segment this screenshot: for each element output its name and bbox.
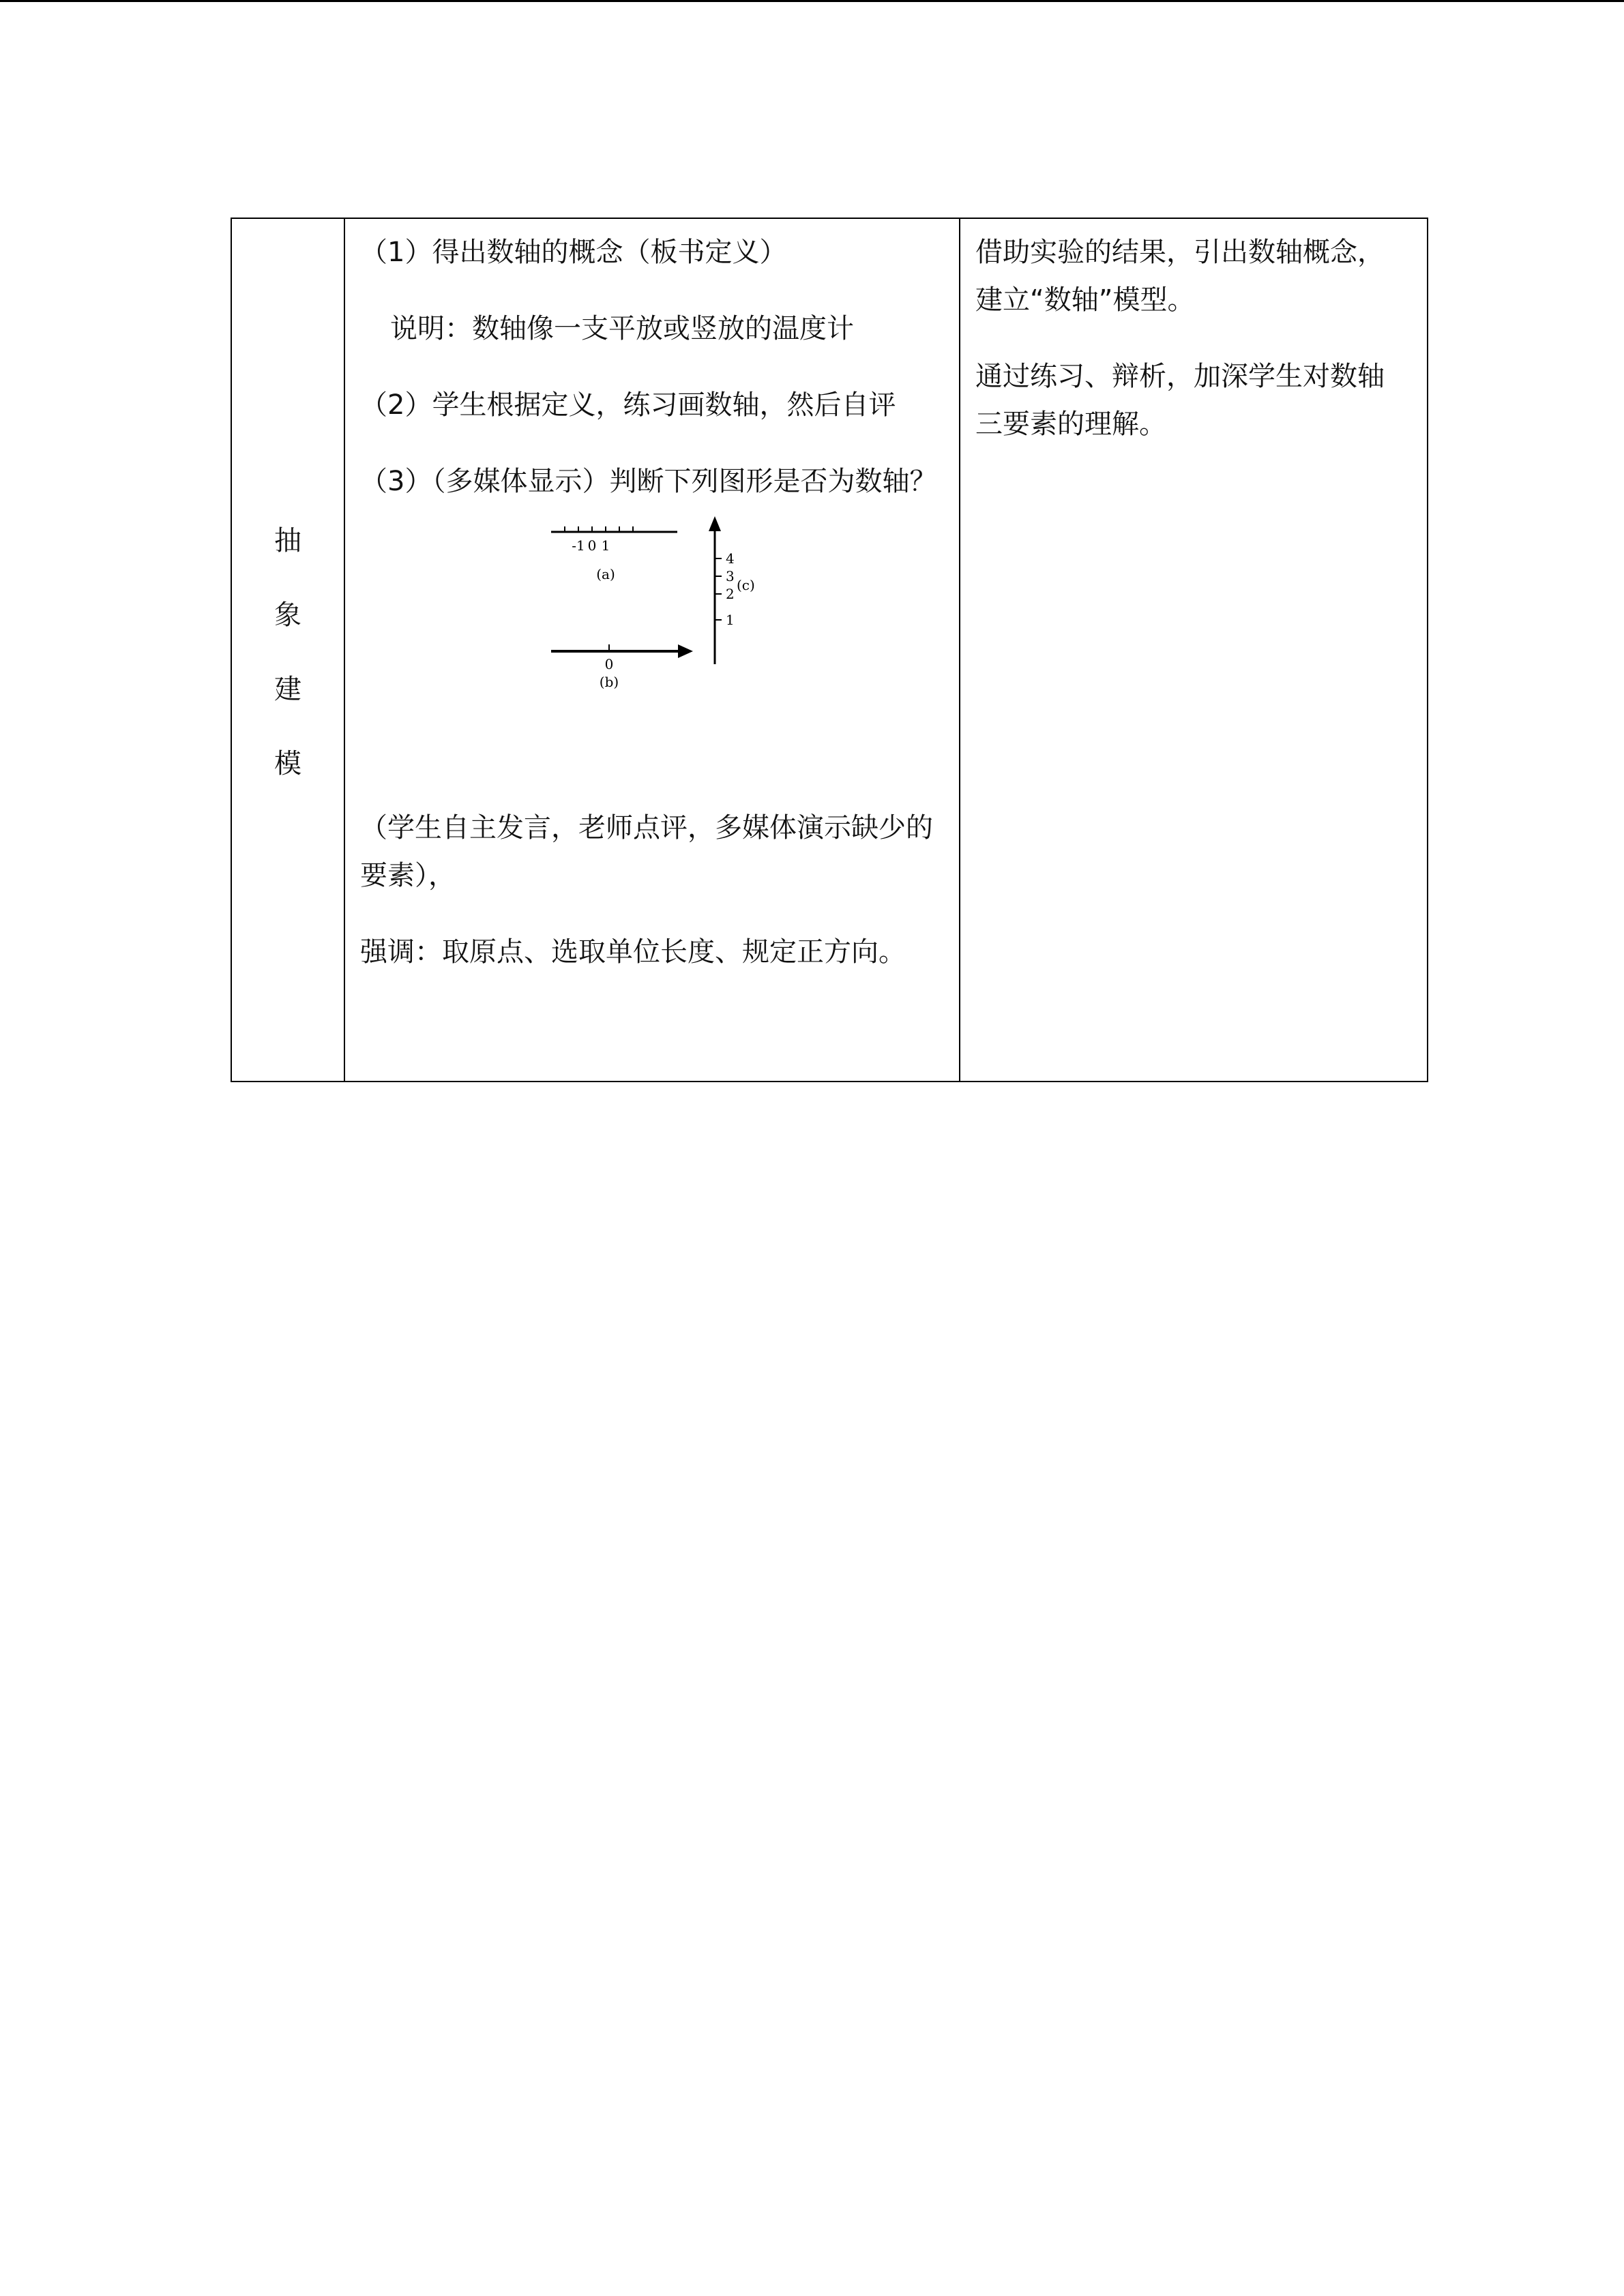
figure-b bbox=[551, 644, 693, 690]
figure-c-tick-label: 1 bbox=[726, 612, 735, 628]
figure-c-caption: (c) bbox=[737, 577, 755, 593]
stage-char: 抽 bbox=[274, 525, 301, 556]
table-row bbox=[231, 218, 1428, 1082]
number-line-figure bbox=[360, 511, 943, 804]
stage-char: 建 bbox=[274, 674, 301, 705]
figure-a-tick-label: -1 bbox=[572, 537, 585, 554]
stage-label bbox=[232, 519, 344, 781]
figure-a-tick-label: 0 bbox=[587, 537, 597, 554]
step-3-text: （3）（多媒体显示）判断下列图形是否为数轴？ bbox=[360, 466, 937, 497]
explanation-text: 说明：数轴像一支平放或竖放的温度计 bbox=[390, 313, 854, 344]
stage-char: 模 bbox=[274, 748, 301, 779]
page-top-border bbox=[0, 0, 1624, 2]
figure-c bbox=[709, 516, 755, 664]
figure-b-tick-label: 0 bbox=[604, 656, 614, 672]
design-intent-cell bbox=[960, 218, 1428, 1082]
figure-a-tick-label: 1 bbox=[601, 537, 610, 554]
figure-c-arrow-icon bbox=[709, 516, 721, 531]
intent-paragraph-2: 通过练习、辩析，加深学生对数轴三要素的理解。 bbox=[975, 361, 1385, 440]
intent-paragraph-1: 借助实验的结果，引出数轴概念，建立“数轴”模型。 bbox=[975, 237, 1385, 316]
figure-a bbox=[551, 526, 677, 582]
step-2-text: （2）学生根据定义，练习画数轴，然后自评 bbox=[360, 389, 896, 421]
number-line-figure-svg bbox=[551, 511, 769, 715]
figure-b-caption: (b) bbox=[599, 674, 619, 690]
figure-c-tick-label: 4 bbox=[726, 550, 735, 567]
process-cell bbox=[344, 218, 960, 1082]
lesson-table bbox=[231, 218, 1428, 1082]
figure-b-arrow-icon bbox=[678, 644, 693, 658]
step-1-text: （1）得出数轴的概念（板书定义） bbox=[360, 237, 787, 268]
figure-c-tick-label: 2 bbox=[726, 586, 735, 602]
figure-c-tick-label: 3 bbox=[726, 568, 735, 584]
student-feedback-text: （学生自主发言，老师点评，多媒体演示缺少的要素）， bbox=[360, 812, 933, 891]
stage-char: 象 bbox=[274, 599, 301, 631]
stage-cell bbox=[231, 218, 344, 1082]
emphasis-text: 强调：取原点、选取单位长度、规定正方向。 bbox=[360, 936, 906, 968]
figure-a-caption: (a) bbox=[596, 566, 615, 582]
